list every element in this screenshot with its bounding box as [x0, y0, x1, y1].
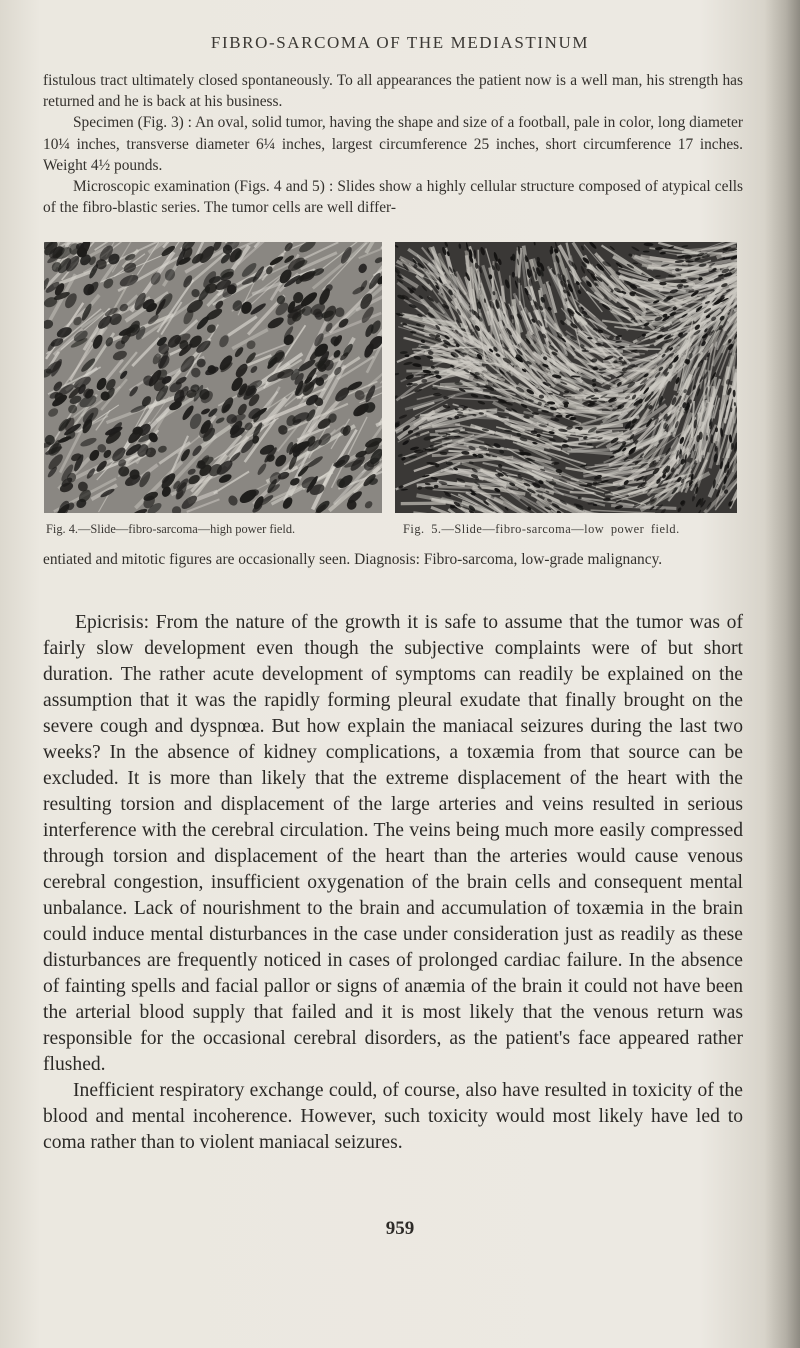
paragraph-fistulous: fistulous tract ultimately closed spontaneously. To all appearances the patient now is a well man, his strength has returned and he is back at his business. — [43, 72, 743, 111]
page-binding-shadow — [764, 0, 800, 1348]
fig4-image — [44, 242, 382, 513]
paragraph-epicrisis: Epicrisis: From the nature of the growth it is safe to assume that the tumor was of fairly slow development even though the subjective complaints were of but short duration. The rather acute development of symptoms can readily be explained on the assumption that it was the rapidly forming pleural exudate that finally brought on the severe cough and dyspnœa. But how explain the maniacal seizures during the last two weeks? In the absence of kidney complications, a toxæmia from that source can be excluded. It is more than likely that the extreme displacement of the heart with the resulting torsion and displacement of the large arteries and veins resulted in serious interference with the cerebral circulation. The veins being much more easily compressed through torsion and displacement of the heart than the arteries would cause venous cerebral congestion, insufficient oxygenation of the brain cells and consequent mental unbalance. Lack of nourishment to the brain and accumulation of toxæmia in the brain could induce mental disturbances in the case under consideration just as readily as these disturbances are frequently noticed in cases of prolonged cardiac failure. In the absence of fainting spells and facial pallor or signs of anæmia of the brain it could not have been the arterial blood supply that failed and it is most likely that the venous return was responsible for the occasional cerebral disorders, as the patient's face appeared rather flushed. — [43, 612, 743, 1075]
fig5-image — [395, 242, 737, 513]
figure-4-caption: Fig. 4.—Slide—fibro-sarcoma—high power field. — [46, 522, 296, 536]
continuation-text-block — [43, 549, 743, 570]
top-text-block — [43, 70, 743, 218]
figure-5-micrograph — [395, 242, 737, 513]
figure-4-micrograph — [44, 242, 382, 513]
paragraph-continuation: entiated and mitotic figures are occasionally seen. Diagnosis: Fibro-sarcoma, low-grade malignancy. — [43, 551, 663, 568]
main-text-block — [43, 610, 743, 1156]
figure-5-caption: Fig. 5.—Slide—fibro-sarcoma—low power field. — [403, 522, 680, 536]
running-head: FIBRO-SARCOMA OF THE MEDIASTINUM — [210, 33, 590, 52]
paragraph-inefficient: Inefficient respiratory exchange could, of course, also have resulted in toxicity of the blood and mental incoherence. However, such toxicity would most likely have led to coma rather than to violent maniacal seizures. — [43, 1080, 743, 1153]
page-number: 959 — [385, 1218, 415, 1239]
paragraph-microscopic: Microscopic examination (Figs. 4 and 5) : Slides show a highly cellular structure composed of atypical cells of the fibro-blastic series. The tumor cells are well differ- — [43, 178, 743, 217]
paragraph-specimen: Specimen (Fig. 3) : An oval, solid tumor, having the shape and size of a football, pale in color, long diameter 10¼ inches, transverse diameter 6¼ inches, largest circumference 25 inches, short circumference 17 inches. Weight 4½ pounds. — [43, 114, 743, 174]
